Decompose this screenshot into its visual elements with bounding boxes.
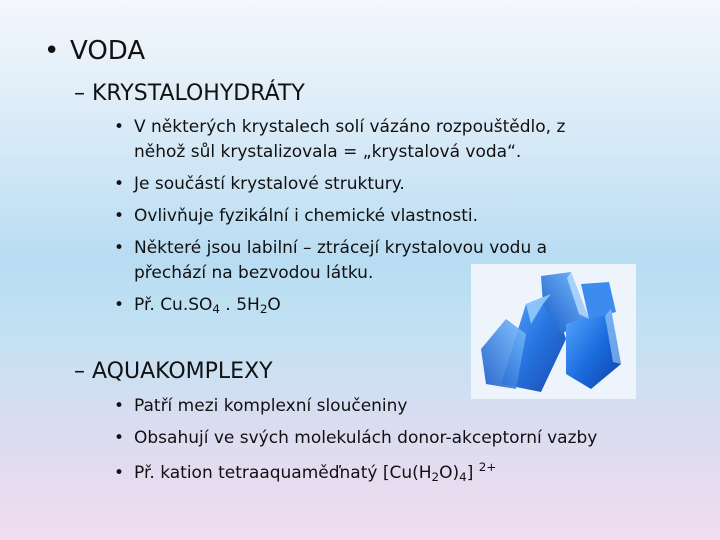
list-item: • Je součástí krystalové struktury. <box>114 174 405 194</box>
section-heading-krystalohydraty: – KRYSTALOHYDRÁTY <box>74 81 305 106</box>
list-item: • Patří mezi komplexní sloučeniny <box>114 396 408 416</box>
slide-title: • VODA <box>44 36 146 66</box>
list-item-continuation: něhož sůl krystalizovala = „krystalová voda“. <box>134 142 522 162</box>
formula-item: • Př. kation tetraaquaměďnatý $[Cu(H_2O)_4]$ $^{2+}$ <box>114 460 497 485</box>
crystal-image <box>471 264 636 399</box>
list-item: • Obsahují ve svých molekulách donor-akceptorní vazby <box>114 428 598 448</box>
list-item: • V některých krystalech solí vázáno rozpouštědlo, z <box>114 117 566 137</box>
bullet: • <box>44 36 60 66</box>
list-item-continuation: přechází na bezvodou látku. <box>134 263 374 283</box>
list-item: • Ovlivňuje fyzikální i chemické vlastnosti. <box>114 206 479 226</box>
formula-item: • Př. $Cu.SO_4$ . $5H_2O$ <box>114 295 281 316</box>
section-heading-aquakomplexy: – AQUAKOMPLEXY <box>74 359 273 384</box>
list-item: • Některé jsou labilní – ztrácejí krystalovou vodu a <box>114 238 548 258</box>
copper-sulfate-crystal-icon <box>471 264 636 399</box>
